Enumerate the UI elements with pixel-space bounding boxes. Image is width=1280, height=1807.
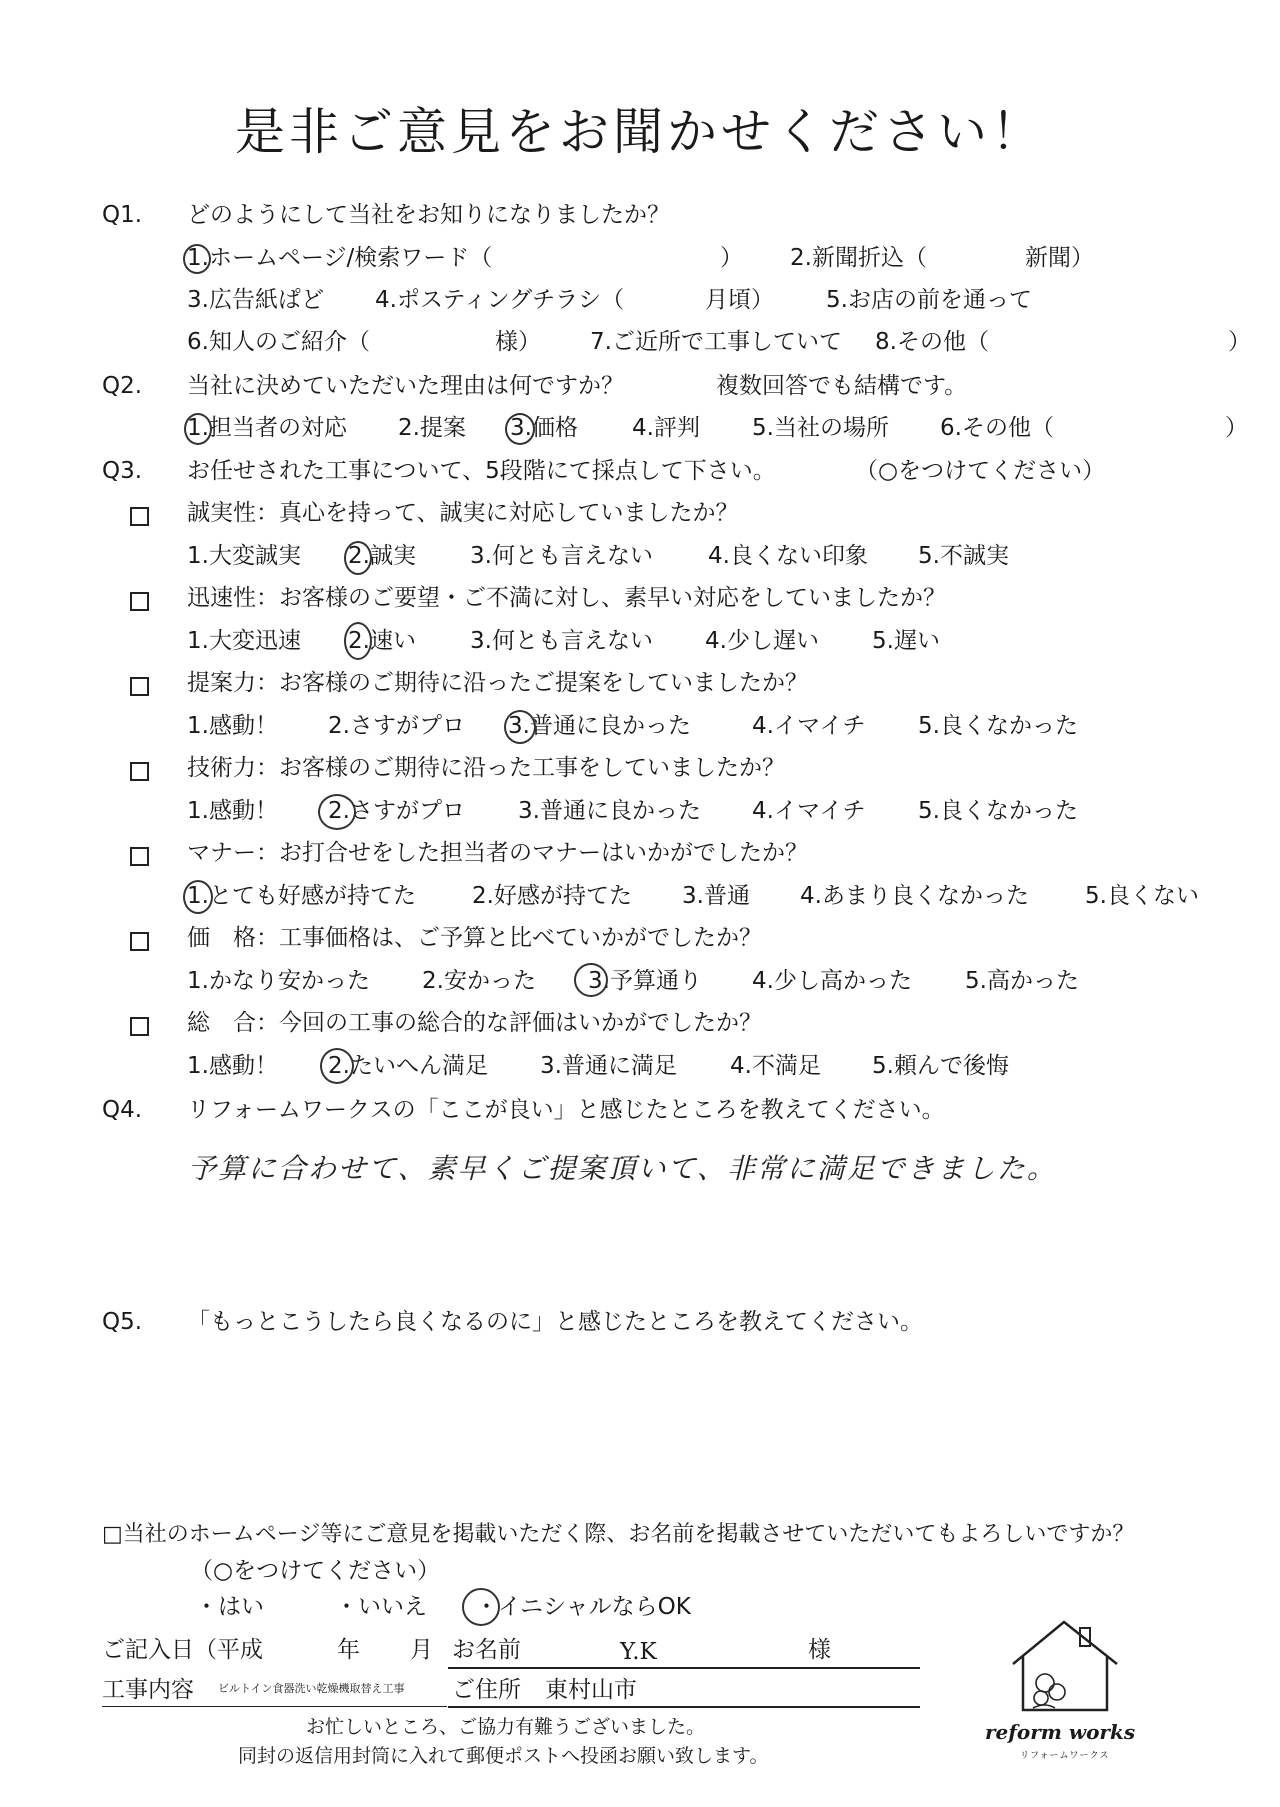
answer-circle-mark <box>183 244 211 274</box>
q1-option-8: 8.その他（ <box>875 329 989 355</box>
q1-question: どのようにして当社をお知りになりましたか？ <box>187 202 670 228</box>
q1-option-2-close: 新聞） <box>1025 245 1094 271</box>
logo-wordmark: reform works <box>985 1720 1136 1744</box>
q4-number: Q4. <box>102 1097 143 1123</box>
date-year-label: 年 <box>337 1637 360 1663</box>
name-label: お名前 <box>452 1637 521 1663</box>
q3-item-option: 1.感動！ <box>187 713 278 739</box>
checkbox <box>130 592 149 611</box>
q3-item-option: 1.感動！ <box>187 798 278 824</box>
consent-note: （○をつけてください） <box>190 1558 441 1584</box>
q3-item-option: 5.良くなかった <box>918 798 1078 824</box>
checkbox <box>130 762 149 781</box>
q3-item-option: 4.イマイチ <box>752 798 866 824</box>
answer-circle-mark <box>505 413 535 445</box>
q3-item-option: 4.良くない印象 <box>708 543 868 569</box>
q3-item-option: 3.普通に良かった <box>518 798 701 824</box>
answer-circle-mark <box>344 541 372 575</box>
q3-item-option: 4.イマイチ <box>752 713 866 739</box>
checkbox <box>130 1017 149 1036</box>
logo-subtitle: リフォームワークス <box>1020 1751 1110 1761</box>
q3-item-option: 3.何とも言えない <box>470 543 653 569</box>
return-instruction: 同封の返信用封筒に入れて郵便ポストへ投函お願い致します。 <box>238 1745 769 1767</box>
answer-circle-mark <box>320 1048 354 1084</box>
answer-circle-mark <box>344 622 372 660</box>
consent-option-initials: ・イニシャルならOK <box>475 1594 691 1620</box>
q2-option-1: 1.担当者の対応 <box>187 415 347 441</box>
answer-circle-mark <box>318 794 356 830</box>
q3-item-option: 3.普通に良かった <box>508 713 691 739</box>
checkbox <box>130 507 149 526</box>
q3-item-option: 2.たいへん満足 <box>328 1053 488 1079</box>
q4-handwritten-answer: 予算に合わせて、素早くご提案頂いて、非常に満足できました。 <box>188 1152 1057 1185</box>
checkbox <box>130 932 149 951</box>
q3-item-option: 2.さすがプロ <box>328 713 465 739</box>
q3-item-option: 4.あまり良くなかった <box>800 883 1029 909</box>
q3-item-question: マナー：お打合せをした担当者のマナーはいかがでしたか？ <box>187 840 808 866</box>
q3-item-question: 技術力：お客様のご期待に沿った工事をしていましたか？ <box>187 755 785 781</box>
q2-option-5: 5.当社の場所 <box>752 415 889 441</box>
q3-note: （○をつけてください） <box>855 458 1106 484</box>
q3-item-option: 3.何とも言えない <box>470 628 653 654</box>
answer-circle-mark <box>183 880 213 914</box>
checkbox <box>130 677 149 696</box>
address-value: 東村山市 <box>545 1677 637 1703</box>
q3-item-question: 提案力：お客様のご期待に沿ったご提案をしていましたか？ <box>187 670 808 696</box>
consent-option-no: ・いいえ <box>335 1594 427 1620</box>
answer-circle-mark <box>574 963 608 997</box>
q3-item-option: 3.普通 <box>682 883 750 909</box>
thanks-text: お忙しいところ、ご協力有難うございました。 <box>306 1716 706 1738</box>
q3-item-option: 1.大変誠実 <box>187 543 301 569</box>
work-label: 工事内容 <box>102 1677 194 1703</box>
house-logo-icon <box>1005 1618 1123 1718</box>
q1-option-4: 4.ポスティングチラシ（ <box>375 287 625 313</box>
q3-item-option: 1.大変迅速 <box>187 628 301 654</box>
q1-option-7: 7.ご近所で工事していて <box>590 329 842 355</box>
q1-option-5: 5.お店の前を通って <box>826 287 1032 313</box>
q3-item-option: 2.さすがプロ <box>328 798 465 824</box>
q1-option-6-close: 様） <box>495 329 541 355</box>
q2-option-3: 3.価格 <box>510 415 578 441</box>
q3-item-option: 4.少し遅い <box>705 628 819 654</box>
q1-option-4-close: 月頃） <box>705 287 774 313</box>
name-underline <box>448 1667 920 1669</box>
address-underline <box>448 1706 920 1708</box>
q3-item-option: 1.かなり安かった <box>187 968 370 994</box>
q1-option-2: 2.新聞折込（ <box>790 245 927 271</box>
work-value: ビルトイン食器洗い乾燥機取替え工事 <box>218 1682 405 1695</box>
q3-item-option: 1.とても好感が持てた <box>187 883 416 909</box>
q5-number: Q5. <box>102 1309 143 1335</box>
q3-item-option: 3.予算通り <box>588 968 702 994</box>
q2-option-6-close: ） <box>1225 415 1248 441</box>
consent-question: □当社のホームページ等にご意見を掲載いただく際、お名前を掲載させていただいてもよろしいですか？ <box>102 1522 1135 1547</box>
answer-circle-mark <box>462 1588 500 1626</box>
q3-item-option: 2.好感が持てた <box>472 883 632 909</box>
q3-item-question: 総 合：今回の工事の総合的な評価はいかがでしたか？ <box>187 1010 762 1036</box>
q1-option-8-close: ） <box>1228 329 1251 355</box>
checkbox <box>130 847 149 866</box>
q1-option-6: 6.知人のご紹介（ <box>187 329 370 355</box>
q3-question: お任せされた工事について、5段階にて採点して下さい。 <box>187 458 776 484</box>
q5-question: 「もっとこうしたら良くなるのに」と感じたところを教えてください。 <box>187 1309 923 1335</box>
q3-item-option: 2.安かった <box>422 968 536 994</box>
q3-item-question: 誠実性：真心を持って、誠実に対応していましたか？ <box>187 500 739 526</box>
consent-option-yes: ・はい <box>195 1594 264 1620</box>
q2-note: 複数回答でも結構です。 <box>716 373 968 399</box>
q2-option-2: 2.提案 <box>398 415 466 441</box>
q1-option-1: 1.ホームページ/検索ワード（ <box>187 245 493 271</box>
q2-question: 当社に決めていただいた理由は何ですか？ <box>187 373 624 399</box>
q2-option-4: 4.評判 <box>632 415 700 441</box>
q3-item-option: 4.少し高かった <box>752 968 912 994</box>
q3-item-option: 2.速い <box>348 628 416 654</box>
q3-item-option: 3.普通に満足 <box>540 1053 677 1079</box>
q3-item-option: 5.良くなかった <box>918 713 1078 739</box>
q1-option-1-close: ） <box>720 245 743 271</box>
date-label: ご記入日（平成 <box>102 1637 263 1663</box>
q3-item-option: 5.遅い <box>872 628 940 654</box>
q3-item-option: 2.誠実 <box>348 543 416 569</box>
q3-item-option: 4.不満足 <box>730 1053 821 1079</box>
q4-question: リフォームワークスの「ここが良い」と感じたところを教えてください。 <box>187 1097 945 1123</box>
q2-number: Q2. <box>102 373 143 399</box>
q3-item-question: 迅速性：お客様のご要望・ご不満に対し、素早い対応をしていましたか？ <box>187 585 946 611</box>
q3-item-question: 価 格：工事価格は、ご予算と比べていかがでしたか？ <box>187 925 762 951</box>
q3-number: Q3. <box>102 458 143 484</box>
address-label: ご住所 <box>452 1677 521 1703</box>
q1-number: Q1. <box>102 202 143 228</box>
q3-item-option: 1.感動！ <box>187 1053 278 1079</box>
name-honorific: 様 <box>808 1637 831 1663</box>
name-value: Y.K <box>620 1639 657 1665</box>
answer-circle-mark <box>504 710 536 744</box>
q2-option-6: 6.その他（ <box>940 415 1054 441</box>
q3-item-option: 5.高かった <box>965 968 1079 994</box>
page-title: 是非ご意見をお聞かせください！ <box>235 103 1045 161</box>
q3-item-option: 5.良くない <box>1085 883 1199 909</box>
answer-circle-mark <box>184 413 212 445</box>
q3-item-option: 5.頼んで後悔 <box>872 1053 1009 1079</box>
date-month-label: 月 <box>410 1637 433 1663</box>
q1-option-3: 3.広告紙ぱど <box>187 287 324 313</box>
q3-item-option: 5.不誠実 <box>918 543 1009 569</box>
work-underline <box>102 1706 447 1707</box>
